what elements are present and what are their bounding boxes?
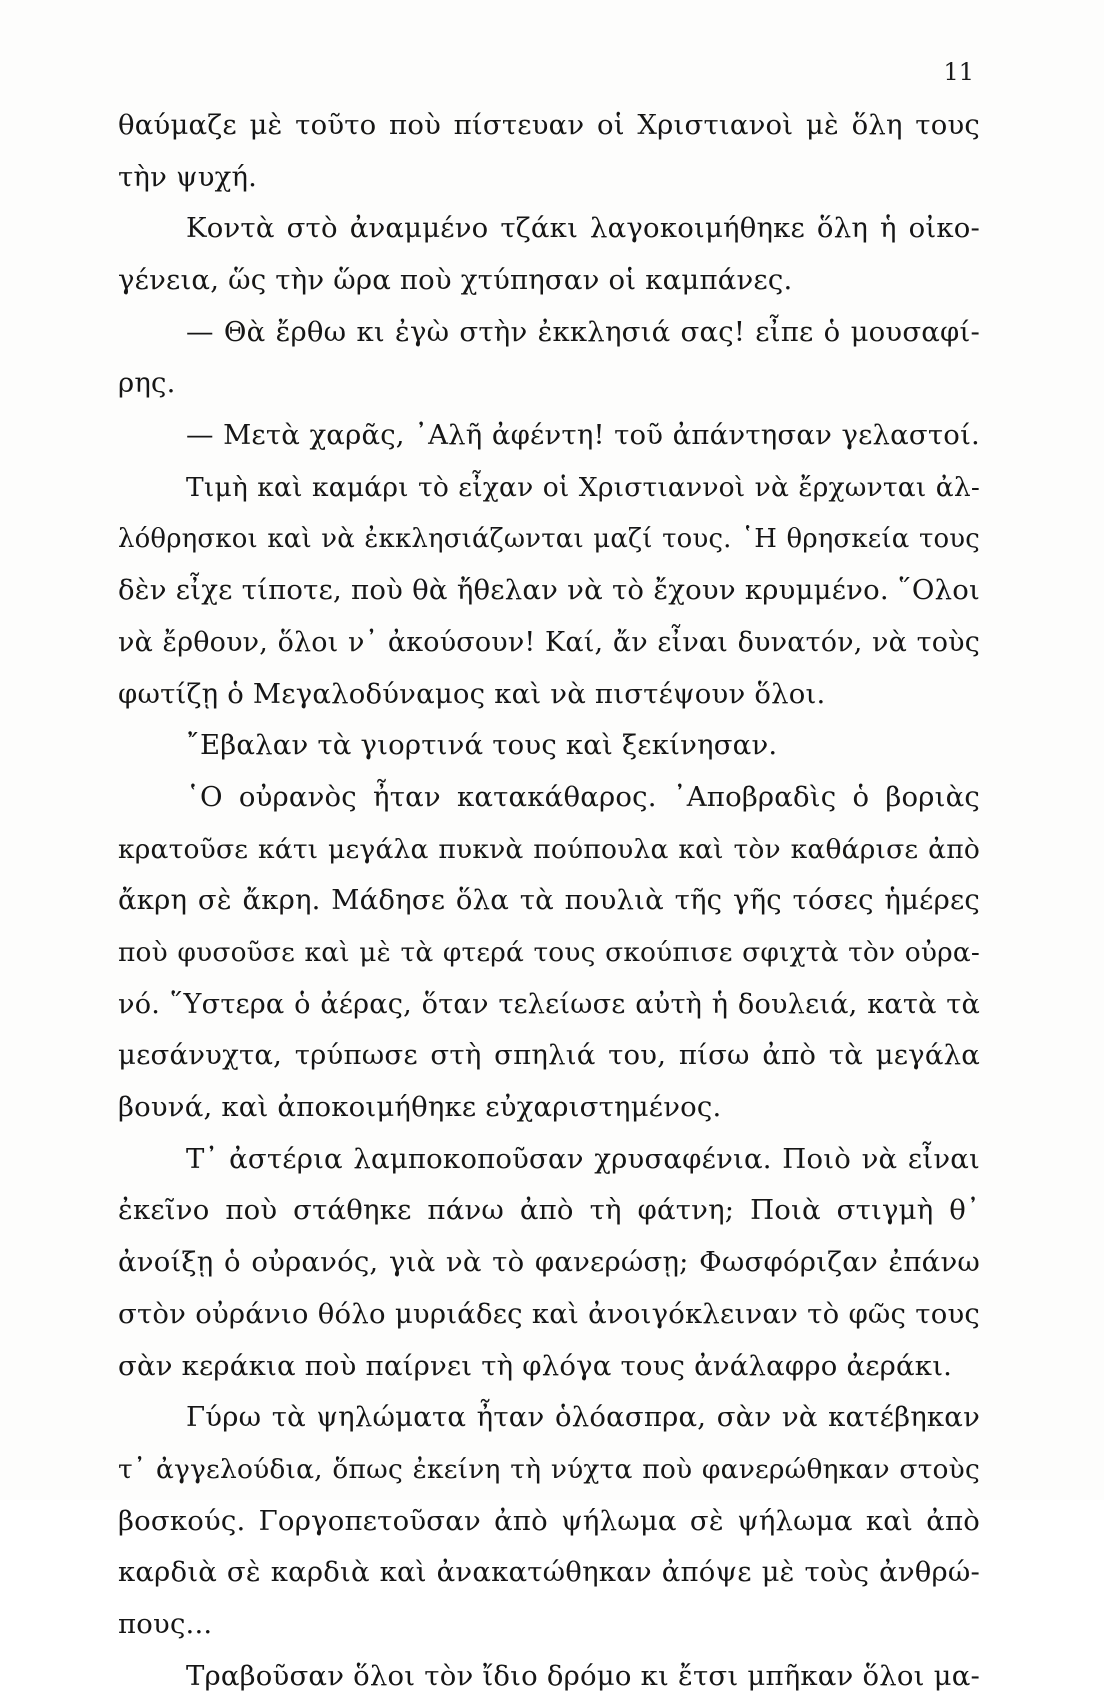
- text-line: — Θὰ ἔρθω κι ἐγὼ στὴν ἐκκλησιά σας! εἶπε ὁ μουσαφί-: [186, 315, 980, 348]
- text-line: γένεια, ὥς τὴν ὥρα ποὺ χτύπησαν οἱ καμπάνες.: [118, 264, 793, 297]
- text-line: ἐκεῖνο ποὺ στάθηκε πάνω ἀπὸ τὴ φάτνη; Ποιὰ στιγμὴ θ᾿: [118, 1194, 980, 1227]
- text-line: ἄκρη σὲ ἄκρη. Μάδησε ὅλα τὰ πουλιὰ τῆς γῆς τόσες ἡμέρες: [118, 884, 980, 917]
- text-line: κρατοῦσε κάτι μεγάλα πυκνὰ πούπουλα καὶ τὸν καθάρισε ἀπὸ: [118, 833, 980, 865]
- text-line: ποὺ φυσοῦσε καὶ μὲ τὰ φτερά τους σκούπισε σφιχτὰ τὸν οὐρα-: [118, 937, 980, 968]
- text-line: βοσκούς. Γοργοπετοῦσαν ἀπὸ ψήλωμα σὲ ψήλωμα καὶ ἀπὸ: [118, 1504, 980, 1537]
- text-line: Γύρω τὰ ψηλώματα ἦταν ὁλόασπρα, σὰν νὰ κατέβηκαν: [186, 1401, 980, 1434]
- text-line: τὴν ψυχή.: [118, 160, 258, 193]
- text-line: πους...: [118, 1607, 213, 1640]
- text-line: ῾Ο οὐρανὸς ἦταν κατακάθαρος. ᾿Αποβραδὶς ὁ βοριὰς: [186, 780, 980, 813]
- text-line: τ᾿ ἀγγελούδια, ὅπως ἐκείνη τὴ νύχτα ποὺ φανερώθηκαν στοὺς: [118, 1453, 980, 1485]
- text-line: θαύμαζε μὲ τοῦτο ποὺ πίστευαν οἱ Χριστιανοὶ μὲ ὅλη τους: [118, 109, 980, 141]
- text-line: Τραβοῦσαν ὅλοι τὸν ἴδιο δρόμο κι ἔτσι μπῆκαν ὅλοι μα-: [186, 1659, 980, 1692]
- text-line: νό. ῞Υστερα ὁ ἀέρας, ὅταν τελείωσε αὐτὴ ἡ δουλειά, κατὰ τὰ: [118, 988, 980, 1020]
- text-line: καρδιὰ σὲ καρδιὰ καὶ ἀνακατώθηκαν ἀπόψε μὲ τοὺς ἀνθρώ-: [118, 1556, 980, 1589]
- text-line: φωτίζῃ ὁ Μεγαλοδύναμος καὶ νὰ πιστέψουν ὅλοι.: [118, 677, 826, 710]
- body-text: [118, 100, 980, 1702]
- text-line: — Μετὰ χαρᾶς, ᾿Αλῆ ἀφέντη! τοῦ ἀπάντησαν γελαστοί.: [186, 419, 980, 452]
- text-line: βουνά, καὶ ἀποκοιμήθηκε εὐχαριστημένος.: [118, 1091, 722, 1124]
- text-line: μεσάνυχτα, τρύπωσε στὴ σπηλιά του, πίσω ἀπὸ τὰ μεγάλα: [118, 1039, 980, 1072]
- text-line: ῎Εβαλαν τὰ γιορτινά τους καὶ ξεκίνησαν.: [186, 729, 778, 762]
- page-number: 11: [943, 58, 974, 86]
- text-line: νὰ ἔρθουν, ὅλοι ν᾿ ἀκούσουν! Καί, ἄν εἶναι δυνατόν, νὰ τοὺς: [118, 626, 980, 658]
- text-line: δὲν εἶχε τίποτε, ποὺ θὰ ἤθελαν νὰ τὸ ἔχουν κρυμμένο. ῞Ολοι: [118, 574, 980, 607]
- text-line: ρης.: [118, 367, 176, 400]
- text-line: Κοντὰ στὸ ἀναμμένο τζάκι λαγοκοιμήθηκε ὅλη ἡ οἰκο-: [186, 212, 980, 245]
- text-line: σὰν κεράκια ποὺ παίρνει τὴ φλόγα τους ἀνάλαφρο ἀεράκι.: [118, 1349, 953, 1382]
- text-line: Τ᾿ ἀστέρια λαμποκοποῦσαν χρυσαφένια. Ποιὸ νὰ εἶναι: [186, 1142, 980, 1175]
- text-line: λόθρησκοι καὶ νὰ ἐκκλησιάζωνται μαζί τους. ῾Η θρησκεία τους: [118, 523, 980, 554]
- text-line: ἀνοίξῃ ὁ οὐρανός, γιὰ νὰ τὸ φανερώσῃ; Φωσφόριζαν ἐπάνω: [118, 1246, 980, 1279]
- text-line: Τιμὴ καὶ καμάρι τὸ εἶχαν οἱ Χριστιαννοὶ νὰ ἔρχωνται ἀλ-: [186, 471, 980, 503]
- text-line: στὸν οὐράνιο θόλο μυριάδες καὶ ἀνοιγόκλειναν τὸ φῶς τους: [118, 1297, 980, 1330]
